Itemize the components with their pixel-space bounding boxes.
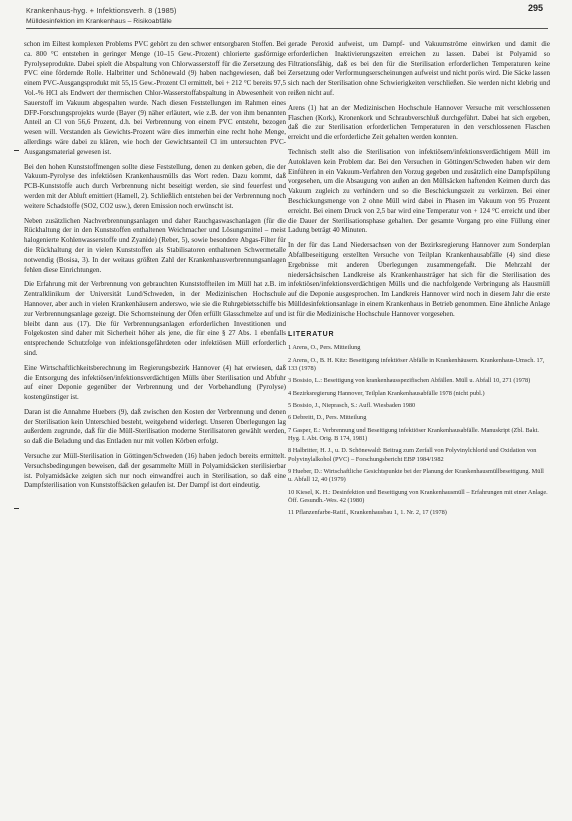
reference-item: 2 Arens, O., B. H. Kitz: Beseitigung infektiöser Abfälle in Krankenhäusern. Krankenhaus-Umsch. 17, 133 (1978)	[288, 356, 545, 372]
body-paragraph: Daran ist die Annahme Huebers (9), daß zwischen den Kosten der Verbrennung und denen der Sterilisation kein Unterschied besteht, weitgehend widerlegt. Unseren Überlegungen lag außerdem zugrunde, daß für die Müll-Sterilisation moderne Sterilisatoren gewählt werden, so daß die Beladung und das Entladen nur mit vollen Körben erfolgt.	[24, 407, 286, 446]
reference-item: 9 Hueber, D.: Wirtschaftliche Gesichtspunkte bei der Planung der Krankenhausmüllbeseitigung. Müll u. Abfall 12, 40 (1979)	[288, 468, 544, 484]
body-paragraph: Technisch stellt also die Sterilisation von infektiösem/infektionsverdächtigem Müll im Autoklaven kein Problem dar. Bei den Versuchen in Göttingen/Schweden haben wir dem Einführen in ein Vakuum-Verfahren den Vorzug gegeben und zusätzlich eine Dampfspülung vorgesehen, um die Absaugung von außen an den Müllsäcken haftenden Keimen durch das Vakuum zugleich zu verhindern und so die Beschickungszeit zu verkürzen. Bei einer Beschickungsmenge von 2 ohne Müll wird dabei in Phasen im Vakuum von 95 Prozent erreicht. Bei einem Druck von 2,5 bar wird eine Temperatur von + 124 °C erreicht und über die Dauer der Sterilisationsphase gehalten. Der gesamte Vorgang pro eine Füllung einer Ladung beträgt 40 Minuten.	[288, 147, 550, 235]
article-subtitle: Mülldesinfektion im Krankenhaus – Risikoabfälle	[26, 18, 172, 25]
reference-item: 6 Debreitt, D., Pers. Mitteilung	[288, 414, 367, 422]
body-paragraph: gerade Peroxid aufweist, um Dampf- und Vakuumströme einwirken und damit die erforderlichen Inaktivierungszeiten erreichen zu lassen. Dabei ist Polyamid so Filtrationsfähig, daß es bei den für die Sterilisation erforderlichen Temperaturen keine Zersetzung oder Verformungserscheinungen aufweist und nicht porös wird. Die Säcke lassen sich nach der Sterilisation ohne Schwierigkeiten verschließen. Sie werden nicht klebrig und reißen nicht auf.	[288, 40, 550, 97]
body-paragraph: Eine Wirtschaftlichkeitsberechnung im Regierungsbezirk Hannover (4) hat erwiesen, daß die Entsorgung des infektiösen/infektionsverdächtigen Mülls über Sterilisation und Abfuhr auf einer Deponie gegenüber der Verbrennung und der Vorbehandlung (Pyrolyse) kostengünstiger ist.	[24, 363, 286, 402]
body-paragraph: In der für das Land Niedersachsen von der Bezirksregierung Hannover zum Sonderplan Abfallbeseitigung erstellten Versuche von Teilplan Krankenhausabfälle (4) sind diese Ergebnisse mit anderen Überlegungen zusammengefaßt. Die Mehrzahl der niedersächsischen Landkreise als Krankenhausträger hat sich für die Sterilisation des infektiösen/infektionsverdächtigen Mülls und die nachfolgende Verbringung als Hausmüll auf die Deponie ausgesprochen. Im Landkreis Hannover wird noch in diesem Jahr die erste Mülldesinfektionsanlage in einem Krankenhaus in Betrieb genommen. Eine ähnliche Anlage ist für die Medizinische Hochschule Hannover vorgesehen.	[288, 241, 550, 318]
reference-item: 5 Bosisio, J., Nieprasch, S.: Aufl. Wiesbaden 1980	[288, 402, 416, 410]
reference-item: 8 Halbritter, H. J., u. D. Schönewald: Beitrag zum Zerfall von Polyvinylchlorid und Oxidation von Polyvinylalkohol (PVC) – Forschungsbericht EBP 1984/1982	[288, 447, 537, 463]
left-column	[24, 40, 286, 496]
body-paragraph: schon im Eiltest komplexen Problems PVC gehört zu den schwer entsorgbaren Stoffen. Bei ca. 800 °C entstehen in geringer Menge (10–15 Gew.-Prozent) chlorierte gasförmige Pyrolyseprodukte. Dabei spielt die Abspaltung von Chlorwasserstoff für die Zersetzung des PVC eine fördernde Rolle. Halbritter und Schönewald (9) haben nachgewiesen, daß bei einem PVC-Ausgangsprodukt mit 55,15 Gew.-Prozent Cl ermittelt, bei + 212 °C bereits 97,5 Vol.-% HCl als Endwert der thermischen Chlor-Wasserstoffabspaltung in Abwesenheit von Sauerstoff im Vakuum abgespalten wurde. Nach diesen Feststellungen im Rahmen eines DFP-Forschungsprojekts wurde (Bayer (9) näher erläutert, wie z.B. der von ihm benannten Anteil an Cl von 56,6 Prozent, d.h. bei Verbrennung von einem PVC entsteht, bezogen wesen will. Verstanden als Gewichts-Prozent wäre dies immerhin eine recht hohe Menge, allerdings wäre dabei zu klären, wie hoch der Gewichtsanteil Cl im untersuchten PVC-Ausgangsmaterial gewesen ist.	[24, 40, 286, 156]
reference-item: 4 Bezirksregierung Hannover, Teilplan Krankenhausabfälle 1978 (nicht publ.)	[288, 389, 485, 397]
reference-item: 10 Kiesel, K. H.: Desinfektion und Beseitigung von Krankenhausmüll – Erfahrungen mit einer Anlage. Öff. Gesundh.-Wes. 42 (1980)	[288, 488, 548, 504]
margin-mark	[14, 150, 19, 151]
running-header: Krankenhaus-hyg. + Infektionsverh. 8 (1985)	[26, 6, 177, 15]
reference-item: 1 Arens, O., Pers. Mitteilung	[288, 344, 361, 352]
margin-mark	[14, 508, 19, 509]
body-paragraph: Bei den hohen Kunststoffmengen sollte diese Feststellung, denen zu denken geben, die der Vakuum-Pyrolyse des infektiösen Krankenhausmülls das Wort reden. Dazu kommt, daß PCB-Kunststoffe auch durch Verbrennung nicht beseitigt werden, sie sind feuerfest und werden mit der Abluft emittiert (Hamell, 2). Schließlich entstehen bei der Verbrennung noch weitere Schadstoffe (SO2, CO2 usw.), deren Emission noch erwünscht ist.	[24, 162, 286, 210]
reference-item: 3 Bosisio, L.: Beseitigung von krankenhausspezifischen Abfällen. Müll u. Abfall 10, 271 (1978)	[288, 377, 531, 385]
page-number: 295	[528, 3, 544, 13]
literature-heading: LITERATUR	[288, 330, 335, 338]
reference-list	[288, 344, 550, 517]
body-paragraph: Neben zusätzlichen Nachverbrennungsanlagen und daher Rauchgaswaschanlagen (für die Rückhaltung der in den Kunststoffen enthaltenen Weichmacher und Lösungsmittel – meist halogenierte Kohlenwasserstoffe und Zyanide) (Reber, 5), sowie besondere Abgas-Filter für die Rückhaltung der in vielen Kunststoffen als Stabilisatoren enthaltenen Schwermetalle notwendig (Bosisa, 3). In der weitaus größten Zahl der Krankenhausverbrennungsanlagen fehlen diese Einrichtungen.	[24, 216, 286, 274]
right-column	[288, 40, 550, 522]
body-paragraph: Arens (1) hat an der Medizinischen Hochschule Hannover Versuche mit verschlossenen Flaschen (Kork), Kronenkork und Schraubverschluß durchgeführt. Dabei hat sich ergeben, daß die zur Sterilisation erforderlichen Temperaturen in den verschlossenen Flaschen erreicht und die erforderliche Zeit gehalten werden konnten.	[288, 103, 550, 142]
reference-item: 7 Gasper, E.: Verbrennung und Beseitigung infektiöser Krankenhausabfälle. Manuskript (Zbl. Bakt. Hyg. I. Abt. Orig. B 174, 1981)	[288, 426, 539, 443]
body-paragraph: Versuche zur Müll-Sterilisation in Göttingen/Schweden (16) haben jedoch bereits ermittelt. Versuchsbedingungen beweisen, daß der gesammelte Müll in Polyamidsäcken sterilisierbar ist. Polyamidsäcke zeigten sich nur noch einwandfrei auch in Sterilisation, so daß eine Dampfsterilisation von Kunststoffsäcken gelaufen ist. Der Dampf ist dort eindeutig.	[24, 452, 286, 490]
header-rule	[26, 28, 548, 29]
body-paragraph: Die Erfahrung mit der Verbrennung von gebrauchten Kunststoffteilen im Müll hat z.B. im Zentralklinikum der Universität Lund/Schweden, in der Medizinischen Hochschule Hannover, aber auch in vielen Krankenhäusern anderswo, wie sie die Ruhrgebietsschiffe bis zur Verbrennungsanlage gezeigt. Die Schornsteinung der Öfen erfüllt Glasschmelze auf und bleibt dann aus (17). Die für Verbrennungsanlagen erforderlichen Investitionen und Folgekosten sind daher mit Sicherheit höher als jene, die für eine § 27 Abs. 1 ebenfalls entsprechende Schutzfolge von infektionsgefährdeten oder infektiösen Müll erforderlich sind.	[24, 280, 286, 357]
reference-item: 11 Pflanzenfarbe-Ratif., Krankenhausbau 1, 1. Nr. 2, 17 (1978)	[288, 509, 447, 517]
